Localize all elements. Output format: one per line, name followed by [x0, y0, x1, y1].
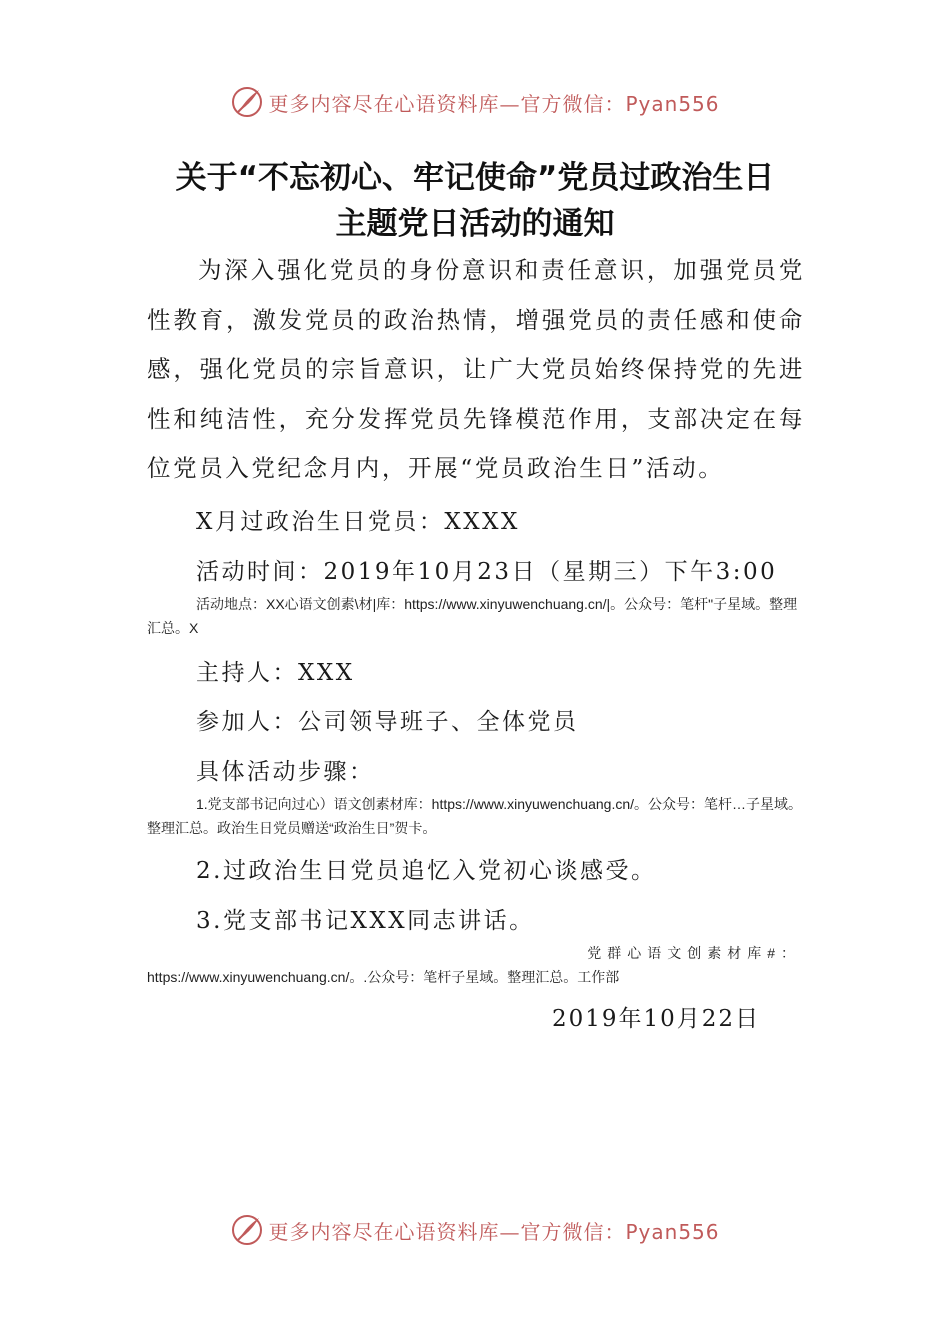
step-1-line: 1.党支部书记向过心）语文创素材库：https://www.xinyuwenchuang.cn/。公众号：笔杆…子星域。整理汇总。政治生日党员赠送“政治生日”贺卡。 [147, 796, 803, 836]
feather-pen-logo-icon [230, 85, 264, 119]
feather-pen-logo-icon [230, 1213, 264, 1247]
watermark-footer [0, 1210, 950, 1250]
watermark-header [0, 82, 950, 122]
host-line: 主持人：XXX [196, 660, 355, 686]
watermark-text: 更多内容尽在心语资料库—官方微信：Pyan556 [268, 1219, 720, 1244]
signature-block [147, 941, 807, 989]
signature-line-1: 党群心语文创素材库#： [587, 945, 801, 961]
document-title-line-2: 主题党日活动的通知 [335, 206, 615, 242]
participants-line: 参加人：公司领导班子、全体党员 [196, 709, 579, 735]
watermark-text: 更多内容尽在心语资料库—官方微信：Pyan556 [268, 91, 720, 116]
activity-time-line: 活动时间：2019年10月23日（星期三）下午3:00 [196, 559, 778, 585]
signature-line-2: https://www.xinyuwenchuang.cn/。.公众号：笔杆子星域。整理汇总。工作部 [147, 969, 620, 985]
document-date: 2019年10月22日 [552, 1006, 761, 1032]
birthday-members-line: X月过政治生日党员：XXXX [196, 509, 520, 535]
intro-paragraph: 为深入强化党员的身份意识和责任意识，加强党员党性教育，激发党员的政治热情，增强党员的责任感和使命感，强化党员的宗旨意识，让广大党员始终保持党的先进性和纯洁性，充分发挥党员先锋模范作用，支部决定在每位党员入党纪念月内，开展“党员政治生日”活动。 [147, 256, 805, 482]
document-title-line-1: 关于“不忘初心、牢记使命”党员过政治生日 [175, 160, 775, 196]
activity-place-line: 活动地点：XX心语文创素\材|库：https://www.xinyuwenchuang.cn/|。公众号：笔杆"子星域。整理汇总。X [147, 596, 798, 636]
steps-heading: 具体活动步骤： [196, 759, 375, 785]
step-2-line: 2.过政治生日党员追忆入党初心谈感受。 [196, 858, 657, 884]
step-3-line: 3.党支部书记XXX同志讲话。 [196, 908, 535, 934]
